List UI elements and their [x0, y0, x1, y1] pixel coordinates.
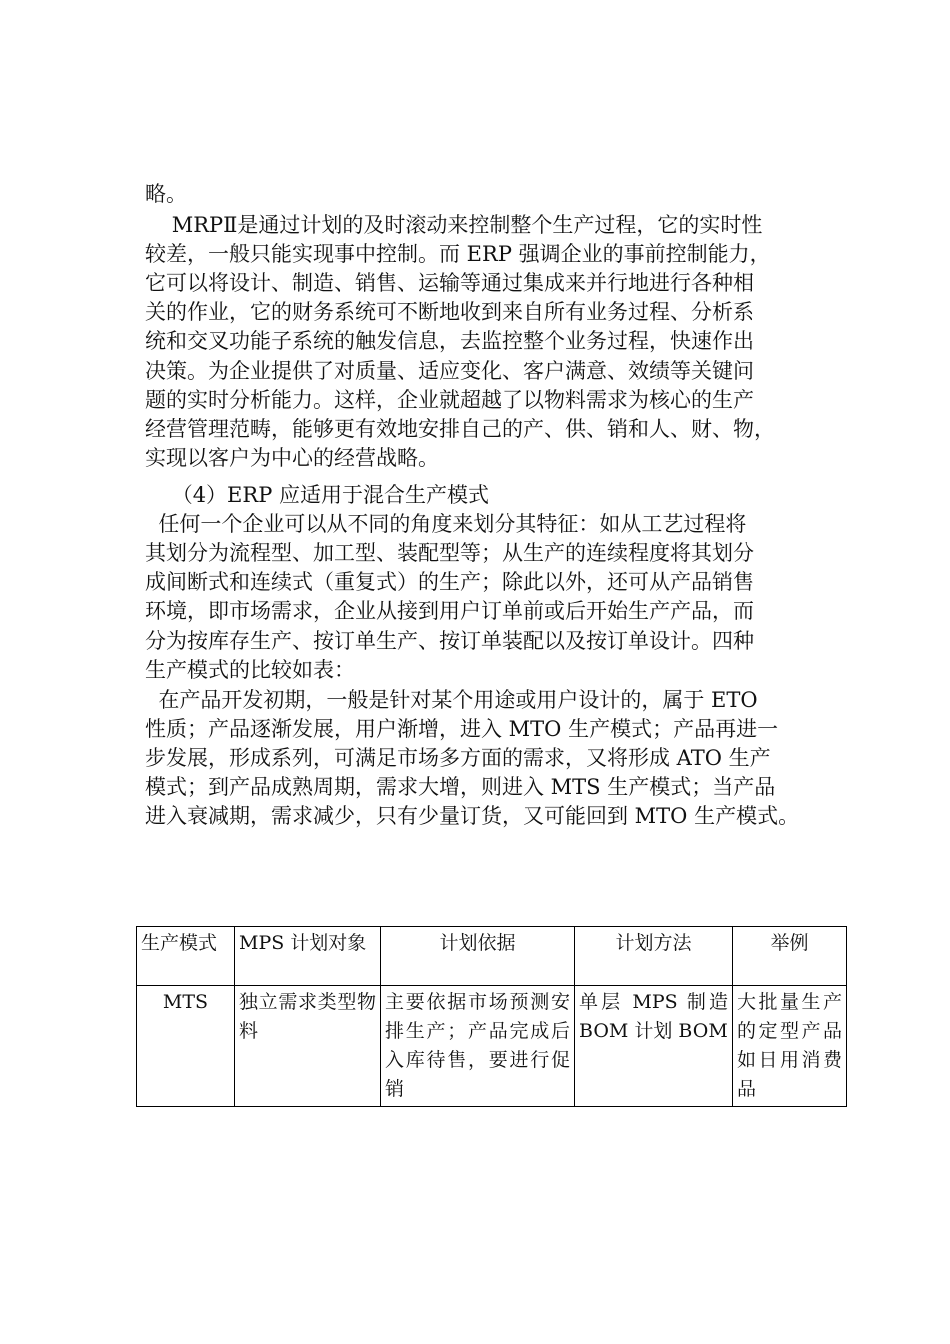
- header-cell: 生产模式: [137, 927, 235, 986]
- header-cell: 计划方法: [575, 927, 733, 986]
- paragraph-line: 分为按库存生产、按订单生产、按订单装配以及按订单设计。四种: [145, 629, 754, 653]
- paragraph-line: 环境，即市场需求，企业从接到用户订单前或后开始生产产品，而: [145, 599, 754, 623]
- table-header-row: [137, 927, 847, 986]
- header-cell: MPS 计划对象: [235, 927, 381, 986]
- paragraph-line: MRPⅡ是通过计划的及时滚动来控制整个生产过程，它的实时性: [145, 213, 763, 237]
- paragraph-line: 成间断式和连续式（重复式）的生产；除此以外，还可从产品销售: [145, 570, 754, 594]
- paragraph-line: 统和交叉功能子系统的触发信息，去监控整个业务过程，快速作出: [145, 329, 754, 353]
- table-row: [137, 986, 847, 1107]
- paragraph-line: 任何一个企业可以从不同的角度来划分其特征：如从工艺过程将: [145, 512, 747, 536]
- paragraph-line: 关的作业，它的财务系统可不断地收到来自所有业务过程、分析系: [145, 300, 754, 324]
- paragraph-line: 步发展，形成系列，可满足市场多方面的需求，又将形成 ATO 生产: [145, 746, 771, 770]
- paragraph-line: 实现以客户为中心的经营战略。: [145, 446, 439, 470]
- paragraph-line: 题的实时分析能力。这样，企业就超越了以物料需求为核心的生产: [145, 388, 754, 412]
- table-cell: 大批量生产的定型产品如日用消费品: [733, 986, 847, 1107]
- section-heading: （4）ERP 应适用于混合生产模式: [145, 483, 490, 507]
- production-mode-table: [136, 926, 847, 1107]
- table-cell: 单层 MPS 制造 BOM 计划 BOM: [575, 986, 733, 1107]
- paragraph-line: 性质；产品逐渐发展，用户渐增，进入 MTO 生产模式；产品再进一: [145, 717, 779, 741]
- header-cell: 举例: [733, 927, 847, 986]
- table-cell: 独立需求类型物料: [235, 986, 381, 1107]
- paragraph-line: 其划分为流程型、加工型、装配型等；从生产的连续程度将其划分: [145, 541, 754, 565]
- paragraph-line: 模式；到产品成熟周期，需求大增，则进入 MTS 生产模式；当产品: [145, 775, 776, 799]
- paragraph-line: 进入衰减期，需求减少，只有少量订货，又可能回到 MTO 生产模式。: [145, 804, 800, 828]
- table-cell: MTS: [137, 986, 235, 1107]
- paragraph-line: 在产品开发初期，一般是针对某个用途或用户设计的，属于 ETO: [145, 688, 758, 712]
- table-cell: 主要依据市场预测安排生产；产品完成后入库待售，要进行促销: [381, 986, 575, 1107]
- paragraph-line: 经营管理范畴，能够更有效地安排自己的产、供、销和人、财、物，: [145, 417, 775, 441]
- header-cell: 计划依据: [381, 927, 575, 986]
- paragraph-line: 决策。为企业提供了对质量、适应变化、客户满意、效绩等关键问: [145, 359, 754, 383]
- paragraph-line: 略。: [145, 182, 187, 206]
- paragraph-line: 它可以将设计、制造、销售、运输等通过集成来并行地进行各种相: [145, 271, 754, 295]
- paragraph-line: 生产模式的比较如表：: [145, 658, 355, 682]
- paragraph-line: 较差，一般只能实现事中控制。而 ERP 强调企业的事前控制能力，: [145, 242, 771, 266]
